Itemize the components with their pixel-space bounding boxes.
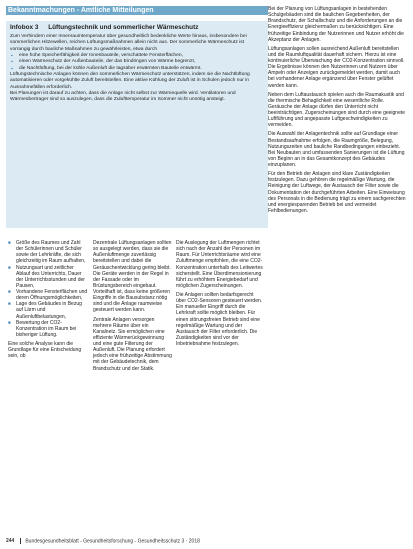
infobox-list-item: ▪ die Nachtlüftung, bei der kühle Außenluft die tagsüber erwärmten Bauteile entwärmt. (19, 66, 264, 72)
page-number: 244 (6, 538, 15, 545)
body-paragraph: Neben dem Luftaustausch spielen auch die Raumakustik und die thermische Behaglichkeit eine wesentliche Rolle. Geräusche der Anlage dürfen den Unterricht nicht beeinträchtigen. Zugerscheinungen sind durch eine geeignete Luftführung und angepasste Luftgeschwindigkeiten zu vermeiden. (268, 91, 406, 129)
text-column-3 (176, 240, 264, 530)
criteria-list (8, 240, 89, 338)
list-item: ■ Bewertung der CO2-Konzentration im Raum bei bisheriger Lüftung. (16, 320, 89, 338)
page-footer (6, 538, 200, 544)
body-paragraph: Für den Betrieb der Anlagen sind klare Zuständigkeiten festzulegen. Dazu gehören die regelmäßige Wartung, die Reinigung der Luftwege, der Austausch der Filter sowie die Dokumentation der durchgeführten Arbeiten. Eine Einweisung des Personals in die Bedienung trägt zu einem sachgerechten und energiesparenden Betrieb bei und vermeidet Fehlbedienungen. (268, 171, 406, 214)
text-column-4 (268, 6, 406, 530)
journal-citation: Bundesgesundheitsblatt - Gesundheitsforschung - Gesundheitsschutz 3 · 2018 (25, 538, 200, 545)
list-item: ■ Vorhandene Fensterflächen und deren Öffnungsmöglichkeiten, (16, 289, 89, 301)
body-paragraph: Die Anlagen sollten bedarfsgerecht über CO2-Sensoren gesteuert werden. Ein manueller Eingriff durch die Lehrkraft sollte möglich bleiben. Für einen störungsfreien Betrieb sind eine regelmäßige Wartung und der Austausch der Filter erforderlich. Die Zuständigkeiten sind vor der Inbetriebnahme festzulegen. (176, 292, 263, 347)
text-column-1 (8, 240, 89, 530)
body-paragraph: Eine solche Analyse kann die Grundlage für eine Entscheidung sein, ob (8, 341, 82, 360)
list-item: ■ Nutzungsart und zeitlicher Ablauf des Unterrichts, Dauer der Unterrichtsstunden und der Pausen, (16, 265, 89, 290)
text-column-2 (93, 240, 173, 530)
body-paragraph: Zentrale Anlagen versorgen mehrere Räume über ein Kanalnetz. Sie ermöglichen eine effiziente Wärmerückgewinnung und eine gute Filterung der Außenluft. Die Planung erfordert jedoch eine frühzeitige Abstimmung mit der Gebäudetechnik, dem Brandschutz und der Statik. (93, 316, 172, 372)
infobox-paragraph: Bei Planungen ist darauf zu achten, dass die Anlage nicht selbst zur Wärmequelle wird. Ventilatoren und Wärmeübertrager sind so auszulegen, dass die Zulufttemperatur im Sommer nicht unnötig ansteigt. (10, 91, 236, 103)
infobox-paragraph: Zum Verhindern einer Innenraumtemperatur über gesundheitlich bedenkliche Werte hinaus, insbesondere bei sommerlichen Hitzewellen, reichen Lüftungsmaßnahmen allein nicht aus. Der sommerliche Wärmeschutz ist vorrangig durch bauliche Maßnahmen zu gewährleisten, etwa durch (10, 34, 247, 52)
infobox-list-item: ▪ einen Wärmeschutz der Außenbauteile, der das Eindringen von Wärme begrenzt, (19, 59, 264, 65)
body-paragraph: Lüftungsanlagen sollen ausreichend Außenluft bereitstellen und die Raumluftqualität dauerhaft sichern. Hierzu ist eine kontinuierliche Überwachung der CO2-Konzentration sinnvoll. Die Ergebnisse können den Nutzerinnen und Nutzern über Ampeln oder Anzeigen zurückgemeldet werden, damit auch bei vorhandener Anlage ergänzend über Fenster gelüftet werden kann. (268, 45, 405, 89)
infobox-number: Infobox 3 (10, 24, 39, 31)
infobox (6, 21, 268, 228)
infobox-title (10, 24, 264, 31)
body-paragraph: Dezentrale Lüftungsanlagen sollten so ausgelegt werden, dass sie die Außenluftmenge zuverlässig bereitstellen und dabei die Geräuschentwicklung gering bleibt. Die Geräte werden in der Regel in der Fassade oder im Brüstungsbereich eingebaut. Vorteilhaft ist, dass keine größeren Eingriffe in die Bausubstanz nötig sind und die Anlage raumweise gesteuert werden kann. (93, 240, 172, 314)
footer-divider (20, 538, 21, 544)
infobox-list-item: ▪ eine hohe Speicherfähigkeit der Innenbauteile, verschattete Fensterflächen, (19, 53, 264, 59)
body-paragraph: Die Auswahl der Anlagentechnik sollte auf Grundlage einer Bestandsaufnahme erfolgen, die Raumgröße, Belegung, Nutzungszeiten und bauliche Randbedingungen einbezieht. Bei Neubauten und umfassenden Sanierungen ist die Lüftung von Beginn an in das Gesamtkonzept des Gebäudes einzuplanen. (268, 131, 405, 168)
body-paragraph: Bei der Planung von Lüftungsanlagen in bestehenden Schulgebäuden sind die baulichen Gegebenheiten, der Brandschutz, der Schallschutz und die Anforderungen an die Energieeffizienz gleichermaßen zu berücksichtigen. Eine frühzeitige Einbindung der Nutzerinnen und Nutzer erhöht die Akzeptanz der Anlagen. (268, 6, 404, 43)
infobox-list (10, 53, 264, 72)
infobox-paragraph: Lüftungstechnische Anlagen können den sommerlichen Wärmeschutz unterstützen, indem sie die Nachtlüftung automatisieren oder vorgekühlte Zuluft bereitstellen. Eine aktive Kühlung der Zuluft ist in Schulen jedoch nur in Ausnahmefällen erforderlich. (10, 72, 250, 90)
list-item: ■ Lage des Gebäudes in Bezug auf Lärm und Außenluftbelastungen, (16, 301, 89, 319)
body-paragraph: Die Auslegung der Luftmengen richtet sich nach der Anzahl der Personen im Raum. Für Unterrichtsräume wird eine Zuluftmenge empfohlen, die eine CO2-Konzentration unterhalb des Leitwertes sicherstellt. Eine Überdimensionierung führt zu erhöhtem Energiebedarf und möglichen Zugerscheinungen. (176, 240, 263, 289)
section-header: Bekanntmachungen - Amtliche Mitteilungen (6, 6, 268, 15)
list-item: ■ Größe des Raumes und Zahl der Schülerinnen und Schüler sowie der Lehrkräfte, die sich gleichzeitig im Raum aufhalten, (16, 240, 89, 265)
infobox-heading: Lüftungstechnik und sommerlicher Wärmeschutz (48, 24, 199, 31)
